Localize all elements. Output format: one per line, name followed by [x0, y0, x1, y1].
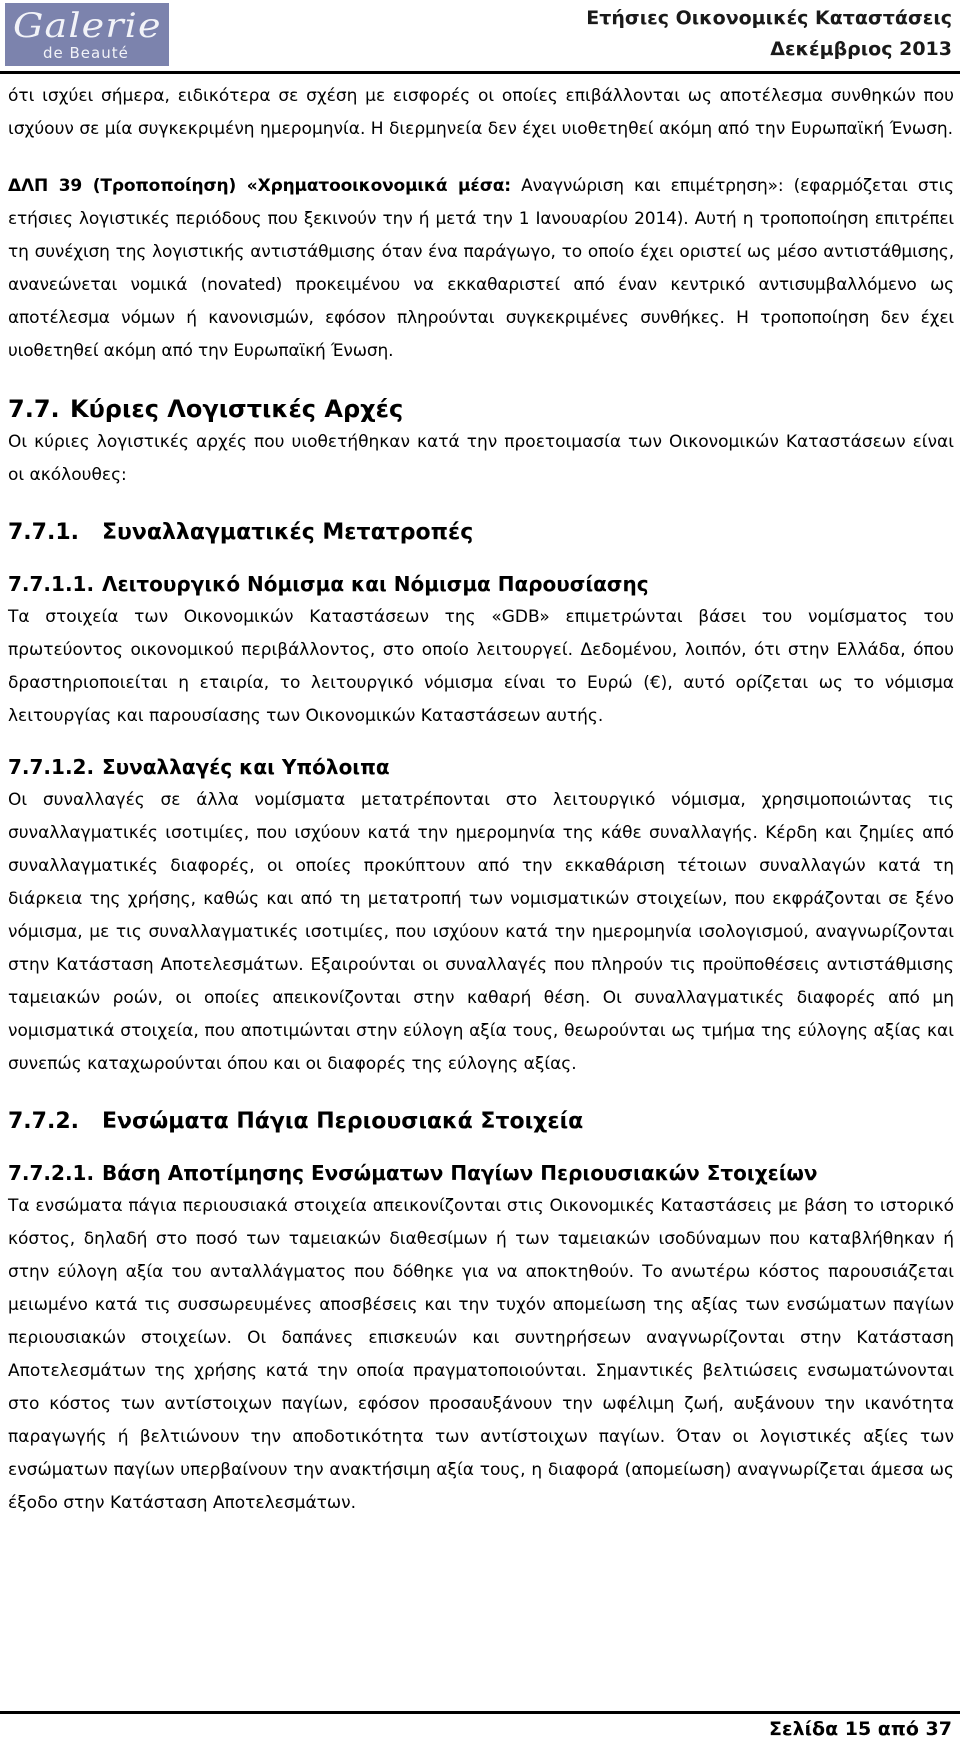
section-heading-7-7-1 — [8, 516, 954, 550]
section-title: Κύριες Λογιστικές Αρχές — [70, 395, 404, 423]
section-heading-7-7-1-1 — [8, 568, 954, 601]
section-title: Βάση Αποτίμησης Ενσώματων Παγίων Περιουσιακών Στοιχείων — [102, 1161, 818, 1185]
section-title: Συναλλαγματικές Μετατροπές — [102, 520, 474, 545]
section-heading-7-7-1-2 — [8, 751, 954, 784]
section-number: 7.7. — [8, 395, 60, 423]
section-number: 7.7.2. — [8, 1109, 79, 1134]
logo-subtitle: de Beauté — [43, 44, 129, 62]
section-title: Λειτουργικό Νόμισμα και Νόμισμα Παρουσίασης — [102, 572, 649, 596]
page-content — [8, 80, 954, 1520]
section-title: Ενσώματα Πάγια Περιουσιακά Στοιχεία — [102, 1109, 584, 1134]
paragraph-7-7: Οι κύριες λογιστικές αρχές που υιοθετήθηκαν κατά την προετοιμασία των Οικονομικών Καταστάσεων είναι οι ακόλουθες: — [8, 432, 954, 485]
paragraph-7-7-1-1: Τα στοιχεία των Οικονομικών Καταστάσεων της «GDB» επιμετρώνται βάσει του νομίσματος του πρωτεύοντος οικονομικού περιβάλλοντος, στο οποίο λειτουργεί. Δεδομένου, λοιπόν, ότι στην Ελλάδα, όπου δραστηριοποιείται η εταιρία, το λειτουργικό νόμισμα είναι το Ευρώ (€), αυτό ορίζεται ως το νόμισμα λειτουργίας και παρουσίασης των Οικονομικών Καταστάσεων αυτής. — [8, 607, 954, 726]
paragraph-7-7-1-2: Οι συναλλαγές σε άλλα νομίσματα μετατρέπονται στο λειτουργικό νόμισμα, χρησιμοποιώντας τις συναλλαγματικές ισοτιμίες, που ισχύουν κατά την ημερομηνία της κάθε συναλλαγής. Κέρδη και ζημίες από συναλλαγματικές διαφορές, οι οποίες προκύπτουν από την εκκαθάριση τέτοιων συναλλαγών κατά τη διάρκεια της χρήσης, καθώς και από τη μετατροπή των νομισματικών στοιχείων, που εκφράζονται σε ξένο νόμισμα, με τις συναλλαγματικές ισοτιμίες, που ισχύουν κατά την ημερομηνία ισολογισμού, αναγνωρίζονται στην Κατάσταση Αποτελεσμάτων. Εξαιρούνται οι συναλλαγές που πληρούν τις προϋποθέσεις αντιστάθμισης ταμειακών ροών, οι οποίες απεικονίζονται στην καθαρή θέση. Οι συναλλαγματικές διαφορές από μη νομισματικά στοιχεία, που αποτιμώνται στην εύλογη αξία τους, θεωρούνται ως τμήμα της εύλογης αξίας και συνεπώς καταχωρούνται όπου και οι διαφορές της εύλογης αξίας. — [8, 790, 954, 1074]
section-title: Συναλλαγές και Υπόλοιπα — [102, 755, 390, 779]
header-title: Ετήσιες Οικονομικές Καταστάσεις — [586, 7, 952, 29]
header-date: Δεκέμβριος 2013 — [770, 38, 952, 60]
section-heading-7-7 — [8, 392, 954, 426]
section-number: 7.7.1.1. — [8, 572, 95, 596]
company-logo — [5, 3, 169, 66]
section-number: 7.7.1. — [8, 520, 79, 545]
logo-wordmark: Galerie — [13, 6, 162, 46]
paragraph-ias39 — [8, 170, 954, 368]
section-number: 7.7.2.1. — [8, 1161, 95, 1185]
paragraph-intro: ότι ισχύει σήμερα, ειδικότερα σε σχέση με εισφορές οι οποίες επιβάλλονται ως αποτέλεσμα συνθηκών που ισχύουν σε μία συγκεκριμένη ημερομηνία. Η διερμηνεία δεν έχει υιοθετηθεί ακόμη από την Ευρωπαϊκή Ένωση. — [8, 86, 954, 139]
ias39-heading: ΔΛΠ 39 (Τροποποίηση) «Χρηματοοικονομικά μέσα: — [8, 176, 511, 196]
section-heading-7-7-2-1 — [8, 1157, 954, 1190]
section-number: 7.7.1.2. — [8, 755, 95, 779]
ias39-text: Αναγνώριση και επιμέτρηση»: (εφαρμόζεται στις ετήσιες λογιστικές περιόδους που ξεκινούν την ή μετά την 1 Ιανουαρίου 2014). Αυτή η τροποποίηση επιτρέπει τη συνέχιση της λογιστικής αντιστάθμισης όταν ένα παράγωγο, το οποίο έχει οριστεί ως μέσο αντιστάθμισης, ανανεώνεται νομικά (novated) προκειμένου να εκκαθαριστεί από έναν κεντρικό αντισυμβαλλόμενο ως αποτέλεσμα νόμων ή κανονισμών, εφόσον πληρούνται συγκεκριμένες συνθήκες. Η τροποποίηση δεν έχει υιοθετηθεί ακόμη από την Ευρωπαϊκή Ένωση. — [8, 176, 955, 361]
footer-divider — [0, 1711, 960, 1714]
header-divider — [0, 71, 960, 74]
section-heading-7-7-2 — [8, 1105, 954, 1139]
page-number: Σελίδα 15 από 37 — [769, 1718, 952, 1740]
paragraph-7-7-2-1: Τα ενσώματα πάγια περιουσιακά στοιχεία απεικονίζονται στις Οικονομικές Καταστάσεις με βάση το ιστορικό κόστος, δηλαδή στο ποσό των ταμειακών διαθεσίμων ή των ταμειακών ισοδύναμων που καταβλήθηκαν ή στην εύλογη αξία του ανταλλάγματος που δόθηκε για να αποκτηθούν. Το ανωτέρω κόστος παρουσιάζεται μειωμένο κατά τις συσσωρευμένες αποσβέσεις και την τυχόν απομείωση της αξίας των ενσώματων παγίων περιουσιακών στοιχείων. Οι δαπάνες επισκευών και συντηρήσεων αναγνωρίζονται στην Κατάσταση Αποτελεσμάτων της χρήσης κατά την οποία πραγματοποιούνται. Σημαντικές βελτιώσεις ενσωματώνονται στο κόστος των αντίστοιχων παγίων, εφόσον προσαυξάνουν την ωφέλιμη ζωή, αυξάνουν την ικανότητα παραγωγής ή βελτιώνουν την αποδοτικότητα των αντίστοιχων παγίων. Όταν οι λογιστικές αξίες των ενσώματων παγίων υπερβαίνουν την ανακτήσιμη αξία τους, η διαφορά (απομείωση) αναγνωρίζεται άμεσα ως έξοδο στην Κατάσταση Αποτελεσμάτων. — [8, 1196, 954, 1513]
